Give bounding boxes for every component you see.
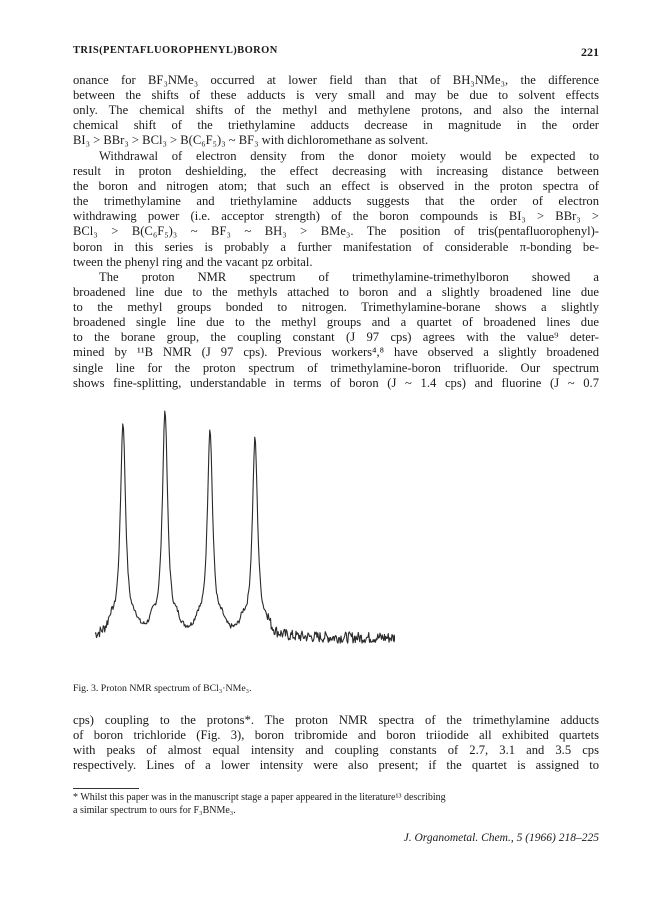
paragraph-3 — [73, 270, 599, 391]
journal-reference: J. Organometal. Chem., 5 (1966) 218–225 — [403, 832, 599, 844]
paragraph-2 — [73, 149, 599, 270]
text-line: boron in this series is probably a further manifestation of considerable π-bonding be- — [73, 239, 599, 254]
text-line: to the borane group, the coupling constant (J 97 cps) agrees with the value⁹ deter- — [73, 330, 599, 345]
text-line: cps) coupling to the protons*. The proton NMR spectra of the trimethylamine adducts — [73, 713, 599, 727]
text-line: mined by ¹¹B NMR (J 97 cps). Previous workers⁴,⁸ have observed a slightly broadened — [73, 345, 599, 360]
text-line: chemical shift of the triethylamine adducts decrease in magnitude in the order — [73, 118, 599, 133]
nmr-spectrum-figure — [95, 398, 395, 680]
footnote — [73, 792, 599, 817]
text-line: result in proton deshielding, the effect decreasing with increasing distance between — [73, 164, 599, 179]
page-header — [73, 45, 599, 63]
text-line: between the shifts of these adducts is very small and may be due to solvent effects — [73, 88, 599, 103]
footnote-line: * Whilst this paper was in the manuscript stage a paper appeared in the literature¹³ describing — [73, 792, 446, 803]
text-line: BI₃ > BBr₃ > BCl₃ > B(C₆F₅)₃ ~ BF₃ with dichloromethane as solvent. — [73, 133, 429, 148]
text-line: the trimethylamine and triethylamine adducts suggests that the order of electron — [73, 194, 599, 209]
paragraph-4 — [73, 713, 599, 773]
figure-caption: Fig. 3. Proton NMR spectrum of BCl₃·NMe₃. — [73, 683, 252, 694]
page-number: 221 — [581, 45, 599, 59]
text-line: to the methyl groups bonded to nitrogen. Trimethylamine-borane shows a slightly — [73, 300, 599, 315]
text-line: the boron and nitrogen atom; that such an effect is observed in the proton spectra of — [73, 179, 599, 194]
text-line: only. The chemical shifts of the methyl and methylene protons, and also the internal — [73, 103, 599, 118]
text-line: tween the phenyl ring and the vacant pz orbital. — [73, 254, 313, 269]
footnote-line: a similar spectrum to ours for F₃BNMe₃. — [73, 804, 236, 816]
text-line: broadened line due to the methyls attached to boron and a slightly broadened line due — [73, 285, 599, 300]
text-line: single line for the proton spectrum of trimethylamine-boron trifluoride. Our spectrum — [73, 360, 599, 375]
text-line: Withdrawal of electron density from the donor moiety would be expected to — [99, 149, 599, 163]
text-line: withdrawing power (i.e. acceptor strength) of the boron compounds is BI₃ > BBr₃ > — [73, 209, 599, 224]
paragraph-1 — [73, 73, 599, 148]
text-line: shows fine-splitting, understandable in terms of boron (J ~ 1.4 cps) and fluorine (J ~ 0.7 — [73, 375, 599, 390]
text-line: BCl₃ > B(C₆F₅)₃ ~ BF₃ ~ BH₃ > BMe₃. The position of tris(pentafluorophenyl)- — [73, 224, 599, 239]
text-line: The proton NMR spectrum of trimethylamine-trimethylboron showed a — [99, 270, 599, 284]
spectrum-trace — [95, 411, 395, 643]
footnote-divider — [73, 788, 139, 789]
text-line: broadened single line due to the methyl groups and a quartet of broadened lines due — [73, 315, 599, 330]
text-line: onance for BF₃NMe₃ occurred at lower field than that of BH₃NMe₃, the difference — [73, 73, 599, 87]
running-title: TRIS(PENTAFLUOROPHENYL)BORON — [73, 45, 278, 56]
nmr-spectrum-plot — [95, 398, 395, 680]
text-line: respectively. Lines of a lower intensity were also present; if the quartet is assigned to — [73, 758, 599, 773]
text-line: with peaks of almost equal intensity and coupling constants of 2.7, 3.1 and 3.5 cps — [73, 743, 599, 758]
text-line: of boron trichloride (Fig. 3), boron tribromide and boron triiodide all exhibited quartets — [73, 728, 599, 743]
